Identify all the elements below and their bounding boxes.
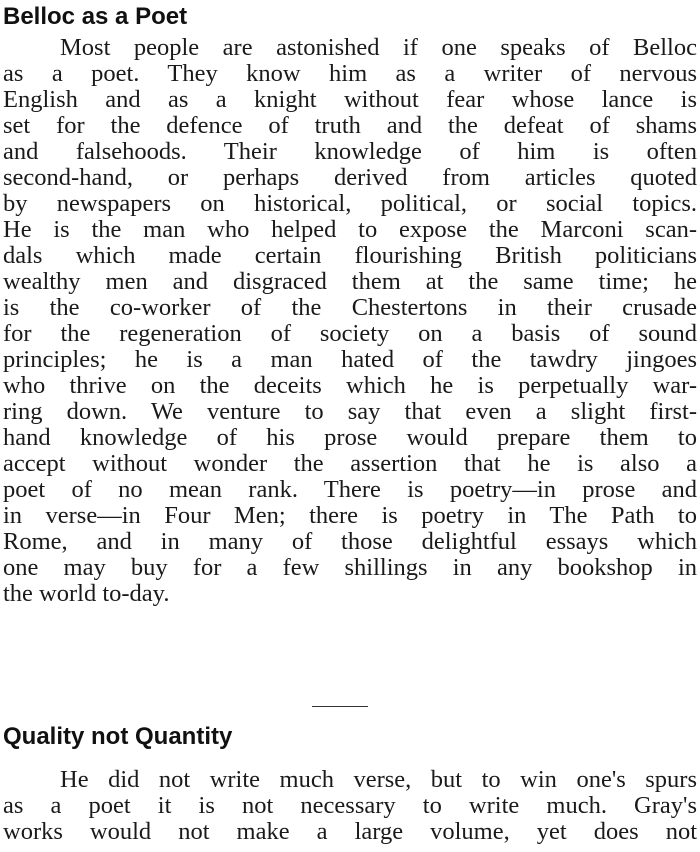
section-heading-quality-not-quantity: Quality not Quantity <box>3 723 233 750</box>
paragraph-line: hand knowledge of his prose would prepare them to <box>3 425 697 451</box>
paragraph-line: He did not write much verse, but to win one's spurs <box>60 767 697 793</box>
paragraph-line: works would not make a large volume, yet does not <box>3 819 697 845</box>
paragraph-line: poet of no mean rank. There is poetry—in prose and <box>3 477 697 503</box>
paragraph-line: second-hand, or perhaps derived from articles quoted <box>3 165 697 191</box>
paragraph-line: one may buy for a few shillings in any bookshop in <box>3 555 697 581</box>
paragraph-line: Rome, and in many of those delightful essays which <box>3 529 697 555</box>
section-heading-belloc-as-a-poet: Belloc as a Poet <box>3 3 188 30</box>
paragraph-line: as a poet it is not necessary to write much. Gray's <box>3 793 697 819</box>
paragraph-line: and falsehoods. Their knowledge of him is often <box>3 139 697 165</box>
paragraph-line: the world to-day. <box>3 581 170 607</box>
section-divider <box>312 706 368 707</box>
paragraph-line: ring down. We venture to say that even a slight first- <box>3 399 697 425</box>
paragraph-line: Most people are astonished if one speaks of Belloc <box>60 35 697 61</box>
paragraph-line: by newspapers on historical, political, or social topics. <box>3 191 697 217</box>
paragraph-line: who thrive on the deceits which he is perpetually war- <box>3 373 697 399</box>
paragraph-line: accept without wonder the assertion that he is also a <box>3 451 697 477</box>
paragraph-line: principles; he is a man hated of the tawdry jingoes <box>3 347 697 373</box>
paragraph-line: in verse—in Four Men; there is poetry in The Path to <box>3 503 697 529</box>
paragraph-line: He is the man who helped to expose the Marconi scan- <box>3 217 697 243</box>
paragraph-line: as a poet. They know him as a writer of nervous <box>3 61 697 87</box>
paragraph-line: for the regeneration of society on a basis of sound <box>3 321 697 347</box>
paragraph-line: wealthy men and disgraced them at the same time; he <box>3 269 697 295</box>
paragraph-line: English and as a knight without fear whose lance is <box>3 87 697 113</box>
paragraph-line: is the co-worker of the Chestertons in their crusade <box>3 295 697 321</box>
paragraph-line: set for the defence of truth and the defeat of shams <box>3 113 697 139</box>
paragraph-line: dals which made certain flourishing British politicians <box>3 243 697 269</box>
